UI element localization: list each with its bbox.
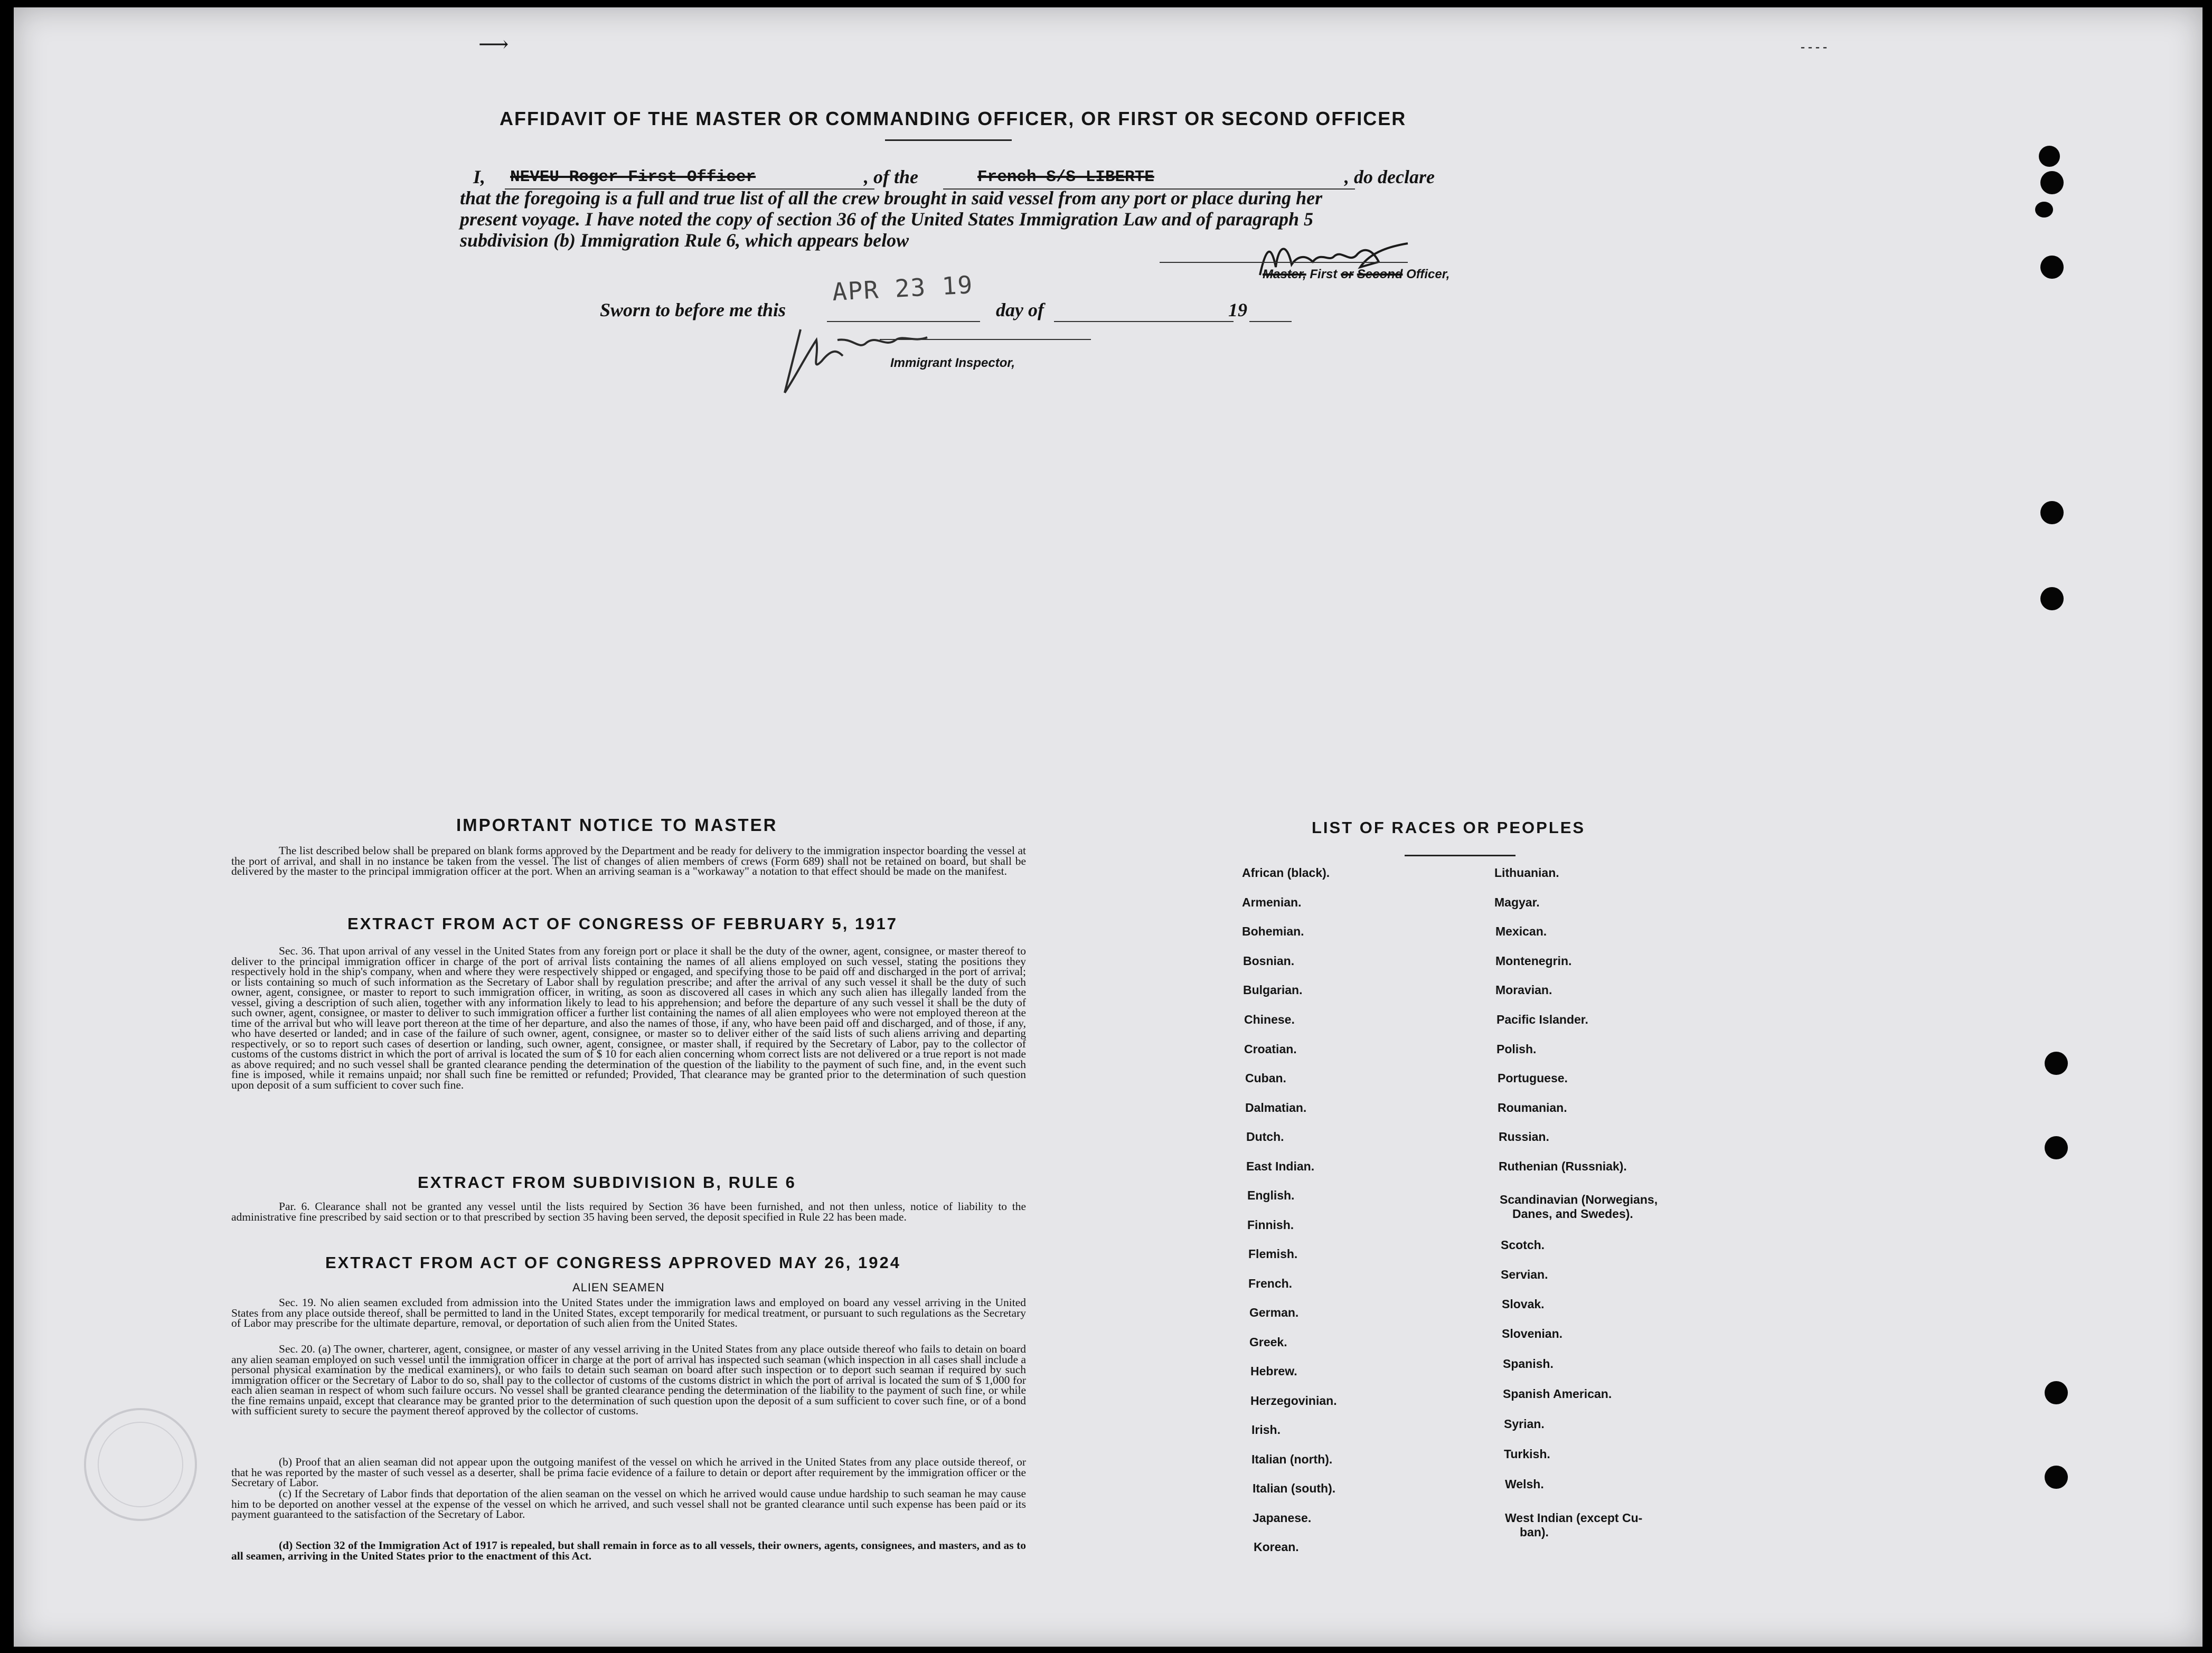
vessel-name: French S/S LIBERTE	[977, 168, 1154, 186]
race-item: West Indian (except Cu-	[1505, 1511, 1643, 1525]
race-item: Flemish.	[1248, 1247, 1298, 1261]
title-underline	[885, 139, 1012, 141]
race-item: Danes, and Swedes).	[1512, 1207, 1633, 1221]
race-item: Pacific Islander.	[1496, 1013, 1588, 1026]
punch-hole	[2040, 501, 2064, 524]
punch-hole	[2045, 1381, 2068, 1404]
race-item: Slovak.	[1502, 1297, 1545, 1311]
sec20d-text: (d) Section 32 of the Immigration Act of 1917 is repealed, but shall remain in force as to all vessels, their owners, agents, consignees, and masters, and as to all seamen, arriving in the United States prior to the enactment of this Act.	[231, 1539, 1026, 1562]
race-item: Dutch.	[1246, 1130, 1284, 1144]
race-item: Armenian.	[1242, 895, 1302, 909]
signature-line	[1160, 262, 1408, 263]
declare-prefix: I,	[473, 166, 486, 187]
document-page	[14, 7, 2202, 1647]
race-item: Magyar.	[1494, 895, 1540, 909]
race-item: Portuguese.	[1498, 1071, 1568, 1085]
race-item: Spanish American.	[1503, 1387, 1612, 1401]
race-item: Scotch.	[1501, 1238, 1545, 1252]
race-item: Polish.	[1496, 1042, 1537, 1056]
sec20b-text: (b) Proof that an alien seaman did not appear upon the outgoing manifest of the vessel on which he arrived in the United States from any place outside thereof, or that he was reported by the master of such vessel as a deserter, shall be prima facie evidence of a failure to detain or deport after requirement by the immigration officer or the Secretary of Labor.	[231, 1456, 1026, 1489]
race-item: Italian (north).	[1251, 1452, 1333, 1466]
notice-intro: The list described below shall be prepared on blank forms approved by the Department and be ready for delivery to the immigration inspector boarding the vessel at the port of arrival, and shall in no instance be taken from the vessel. The list of changes of alien members of crews (Form 689) shall not be retained on board, but shall be delivered by the master to the principal immigration officer at the port. When an arriving seaman is a "workaway" a notation to that effect should be made on the manifest.	[231, 844, 1026, 877]
races-title: LIST OF RACES OR PEOPLES	[1312, 818, 1586, 837]
race-item: Chinese.	[1244, 1013, 1295, 1026]
race-item: Servian.	[1501, 1268, 1548, 1281]
day-of-text: day of	[996, 299, 1044, 320]
sec20a-text: Sec. 20. (a) The owner, charterer, agent, consignee, or master of any vessel arriving in the United States from any place outside thereof who fails to detain on board any alien seaman employed on such vessel until the immigration officer in charge at the port of arrival has inspected such seaman (which inspection in all cases shall include a personal physical examination by the medical examiners), or who fails to detain such seaman on board after such inspection or to deport such seaman if required by such immigration officer or the Secretary of Labor to do so, shall pay to the collector of customs of the customs district in which the port of arrival is located the sum of $ 1,000 for each alien seaman in respect of whom such failure occurs. No vessel shall be granted clearance pending the determination of the liability to the payment of such fine, or while the fine remains unpaid, except that clearance may be granted prior to the determination of such question upon the deposit of a sum sufficient to cover such fine, or of a bond with sufficient surety to secure the payment thereof approved by the collector of customs.	[231, 1343, 1026, 1417]
race-item: Welsh.	[1505, 1477, 1544, 1491]
affidavit-title: AFFIDAVIT OF THE MASTER OR COMMANDING OFFICER, OR FIRST OR SECOND OFFICER	[500, 108, 1407, 129]
extract-1917-title: EXTRACT FROM ACT OF CONGRESS OF FEBRUARY 5, 1917	[347, 914, 898, 933]
officer-word: Officer,	[1406, 267, 1450, 281]
inspector-label: Immigrant Inspector,	[890, 356, 1015, 370]
race-item: Bohemian.	[1242, 924, 1304, 938]
race-item: German.	[1249, 1306, 1299, 1319]
sworn-prefix: Sworn to before me this	[600, 299, 786, 320]
race-item: Scandinavian (Norwegians,	[1500, 1193, 1658, 1206]
top-right-mark: - - - -	[1801, 40, 1827, 54]
race-item: African (black).	[1242, 866, 1330, 880]
race-item: Russian.	[1499, 1130, 1549, 1144]
race-item: French.	[1248, 1277, 1293, 1290]
race-item: Herzegovinian.	[1250, 1394, 1337, 1408]
race-item: Montenegrin.	[1495, 954, 1572, 968]
master-word: Master,	[1263, 267, 1306, 281]
race-item: Dalmatian.	[1245, 1101, 1307, 1114]
month-fill-line	[1054, 321, 1234, 322]
race-item: East Indian.	[1246, 1159, 1315, 1173]
punch-hole	[2035, 202, 2053, 218]
extract-rule6-text: Par. 6. Clearance shall not be granted any vessel until the lists required by Section 36 have been furnished, and not then unless, notice of liability to the administrative fine prescribed by said section or to that prescribed by section 35 having been served, the deposit specified in Rule 22 has been made.	[231, 1200, 1026, 1223]
top-left-mark: ⟶	[478, 32, 509, 56]
signer-title	[1263, 267, 1449, 282]
race-item: Korean.	[1254, 1540, 1299, 1554]
race-item: Mexican.	[1495, 924, 1547, 938]
date-stamp: APR 23 19	[831, 270, 974, 306]
do-declare-text: , do declare	[1344, 166, 1435, 187]
race-item: Hebrew.	[1250, 1364, 1297, 1378]
first-word: First	[1310, 267, 1338, 281]
or-word: or	[1341, 267, 1354, 281]
officer-name: NEVEU Roger First Officer	[510, 168, 756, 186]
sec20c-text: (c) If the Secretary of Labor finds that deportation of the alien seaman on the vessel on which he arrived would cause undue hardship to such seaman he may cause him to be deported on another vessel at the expense of the vessel on which he arrived, and such vessel shall not be granted clearance until such expense has been paid or its payment guaranteed to the satisfaction of the Secretary of Labor.	[231, 1487, 1026, 1520]
race-item: Spanish.	[1503, 1357, 1554, 1371]
race-item: Croatian.	[1244, 1042, 1297, 1056]
punch-hole	[2040, 171, 2064, 194]
punch-hole	[2039, 146, 2060, 167]
race-item: English.	[1247, 1188, 1295, 1202]
alien-seamen-subtitle: ALIEN SEAMEN	[572, 1281, 665, 1294]
affidavit-body-line-2: present voyage. I have noted the copy of section 36 of the United States Immigration Law and of paragraph 5	[460, 209, 1313, 230]
punch-hole	[2040, 256, 2064, 279]
punch-hole	[2045, 1136, 2068, 1159]
race-item: Lithuanian.	[1494, 866, 1559, 880]
notice-title: IMPORTANT NOTICE TO MASTER	[456, 815, 778, 835]
race-item: Bosnian.	[1243, 954, 1295, 968]
race-item: Cuban.	[1245, 1071, 1286, 1085]
faint-seal-watermark	[77, 1401, 204, 1528]
race-item: Turkish.	[1504, 1447, 1550, 1461]
race-item: Greek.	[1249, 1335, 1287, 1349]
inspector-line	[880, 339, 1091, 340]
punch-hole	[2040, 587, 2064, 610]
punch-hole	[2045, 1052, 2068, 1075]
year-fill-line	[1249, 321, 1292, 322]
race-item: Italian (south).	[1253, 1481, 1336, 1495]
race-item: Irish.	[1251, 1423, 1281, 1437]
extract-rule6-title: EXTRACT FROM SUBDIVISION B, RULE 6	[418, 1173, 796, 1192]
race-item: Moravian.	[1495, 983, 1552, 997]
races-title-underline	[1405, 855, 1516, 856]
race-item: ban).	[1520, 1525, 1549, 1539]
race-item: Bulgarian.	[1243, 983, 1303, 997]
race-item: Japanese.	[1253, 1511, 1312, 1525]
punch-hole	[2045, 1466, 2068, 1489]
affidavit-body-line-3: subdivision (b) Immigration Rule 6, which appears below	[460, 230, 909, 251]
year-prefix: 19	[1228, 299, 1247, 320]
extract-1917-text: Sec. 36. That upon arrival of any vessel in the United States from any foreign port or place it shall be the duty of the owner, agent, consignee, or master thereof to deliver to the principal immigration officer in charge of the port of arrival lists containing the names of all aliens employed on such vessel, stating the positions they respectively hold in the ship's company, when and where they were respectively shipped or engaged, and specifying those to be paid off and discharged in the port of arrival; or lists containing so much of such information as the Secretary of Labor shall by regulation prescribe; and after the arrival of any such vessel it shall be the duty of such owner, agent, consignee, or master to report to such immigration officer, in writing, as soon as discovered all cases in which any such alien has illegally landed from the vessel, giving a description of such alien, together with any information likely to lead to his apprehension; and before the departure of any such vessel it shall be the duty of such owner, agent, consignee, or master to deliver to such immigration officer a further list containing the names of all alien employees who were not employed thereon at the time of the arrival but who will leave port thereon at the time of her departure, and also the names of those, if any, who have been paid off and discharged, and of those, if any, who have deserted or landed; and in case of the failure of such owner, agent, consignee, or master so to deliver either of the said lists of such aliens arriving and departing respectively, or so to report such cases of desertion or landing, such owner, agent, consignee, or master shall, if required by the Secretary of Labor, pay to the collector of customs of the customs district in which the port of arrival is located the sum of $ 10 for each alien concerning whom correct lists are not delivered or a true report is not made as above required; and no such vessel shall be granted clearance pending the determination of the question of the liability to the payment of such fine, and, in the event such fine is imposed, while it remains unpaid; nor shall such fine be remitted or refunded; Provided, That clearance may be granted prior to the determination of such question upon deposit of a sum sufficient to cover such fine.	[231, 944, 1026, 1091]
race-item: Roumanian.	[1498, 1101, 1567, 1114]
race-item: Finnish.	[1247, 1218, 1294, 1232]
sec19-text: Sec. 19. No alien seamen excluded from admission into the United States under the immigration laws and employed on board any vessel arriving in the United States from any place outside thereof, shall be permitted to land in the United States, except temporarily for medical treatment, or pursuant to such regulations as the Secretary of Labor may prescribe for the ultimate departure, removal, or deportation of such alien from the United States.	[231, 1296, 1026, 1329]
second-word: Second	[1357, 267, 1403, 281]
affidavit-body-line-1: that the foregoing is a full and true list of all the crew brought in said vessel from any port or place during her	[460, 187, 1323, 209]
of-the-text: , of the	[864, 166, 918, 187]
race-item: Slovenian.	[1502, 1327, 1563, 1340]
race-item: Syrian.	[1504, 1417, 1545, 1431]
extract-1924-title: EXTRACT FROM ACT OF CONGRESS APPROVED MAY 26, 1924	[325, 1253, 901, 1272]
race-item: Ruthenian (Russniak).	[1499, 1159, 1627, 1173]
